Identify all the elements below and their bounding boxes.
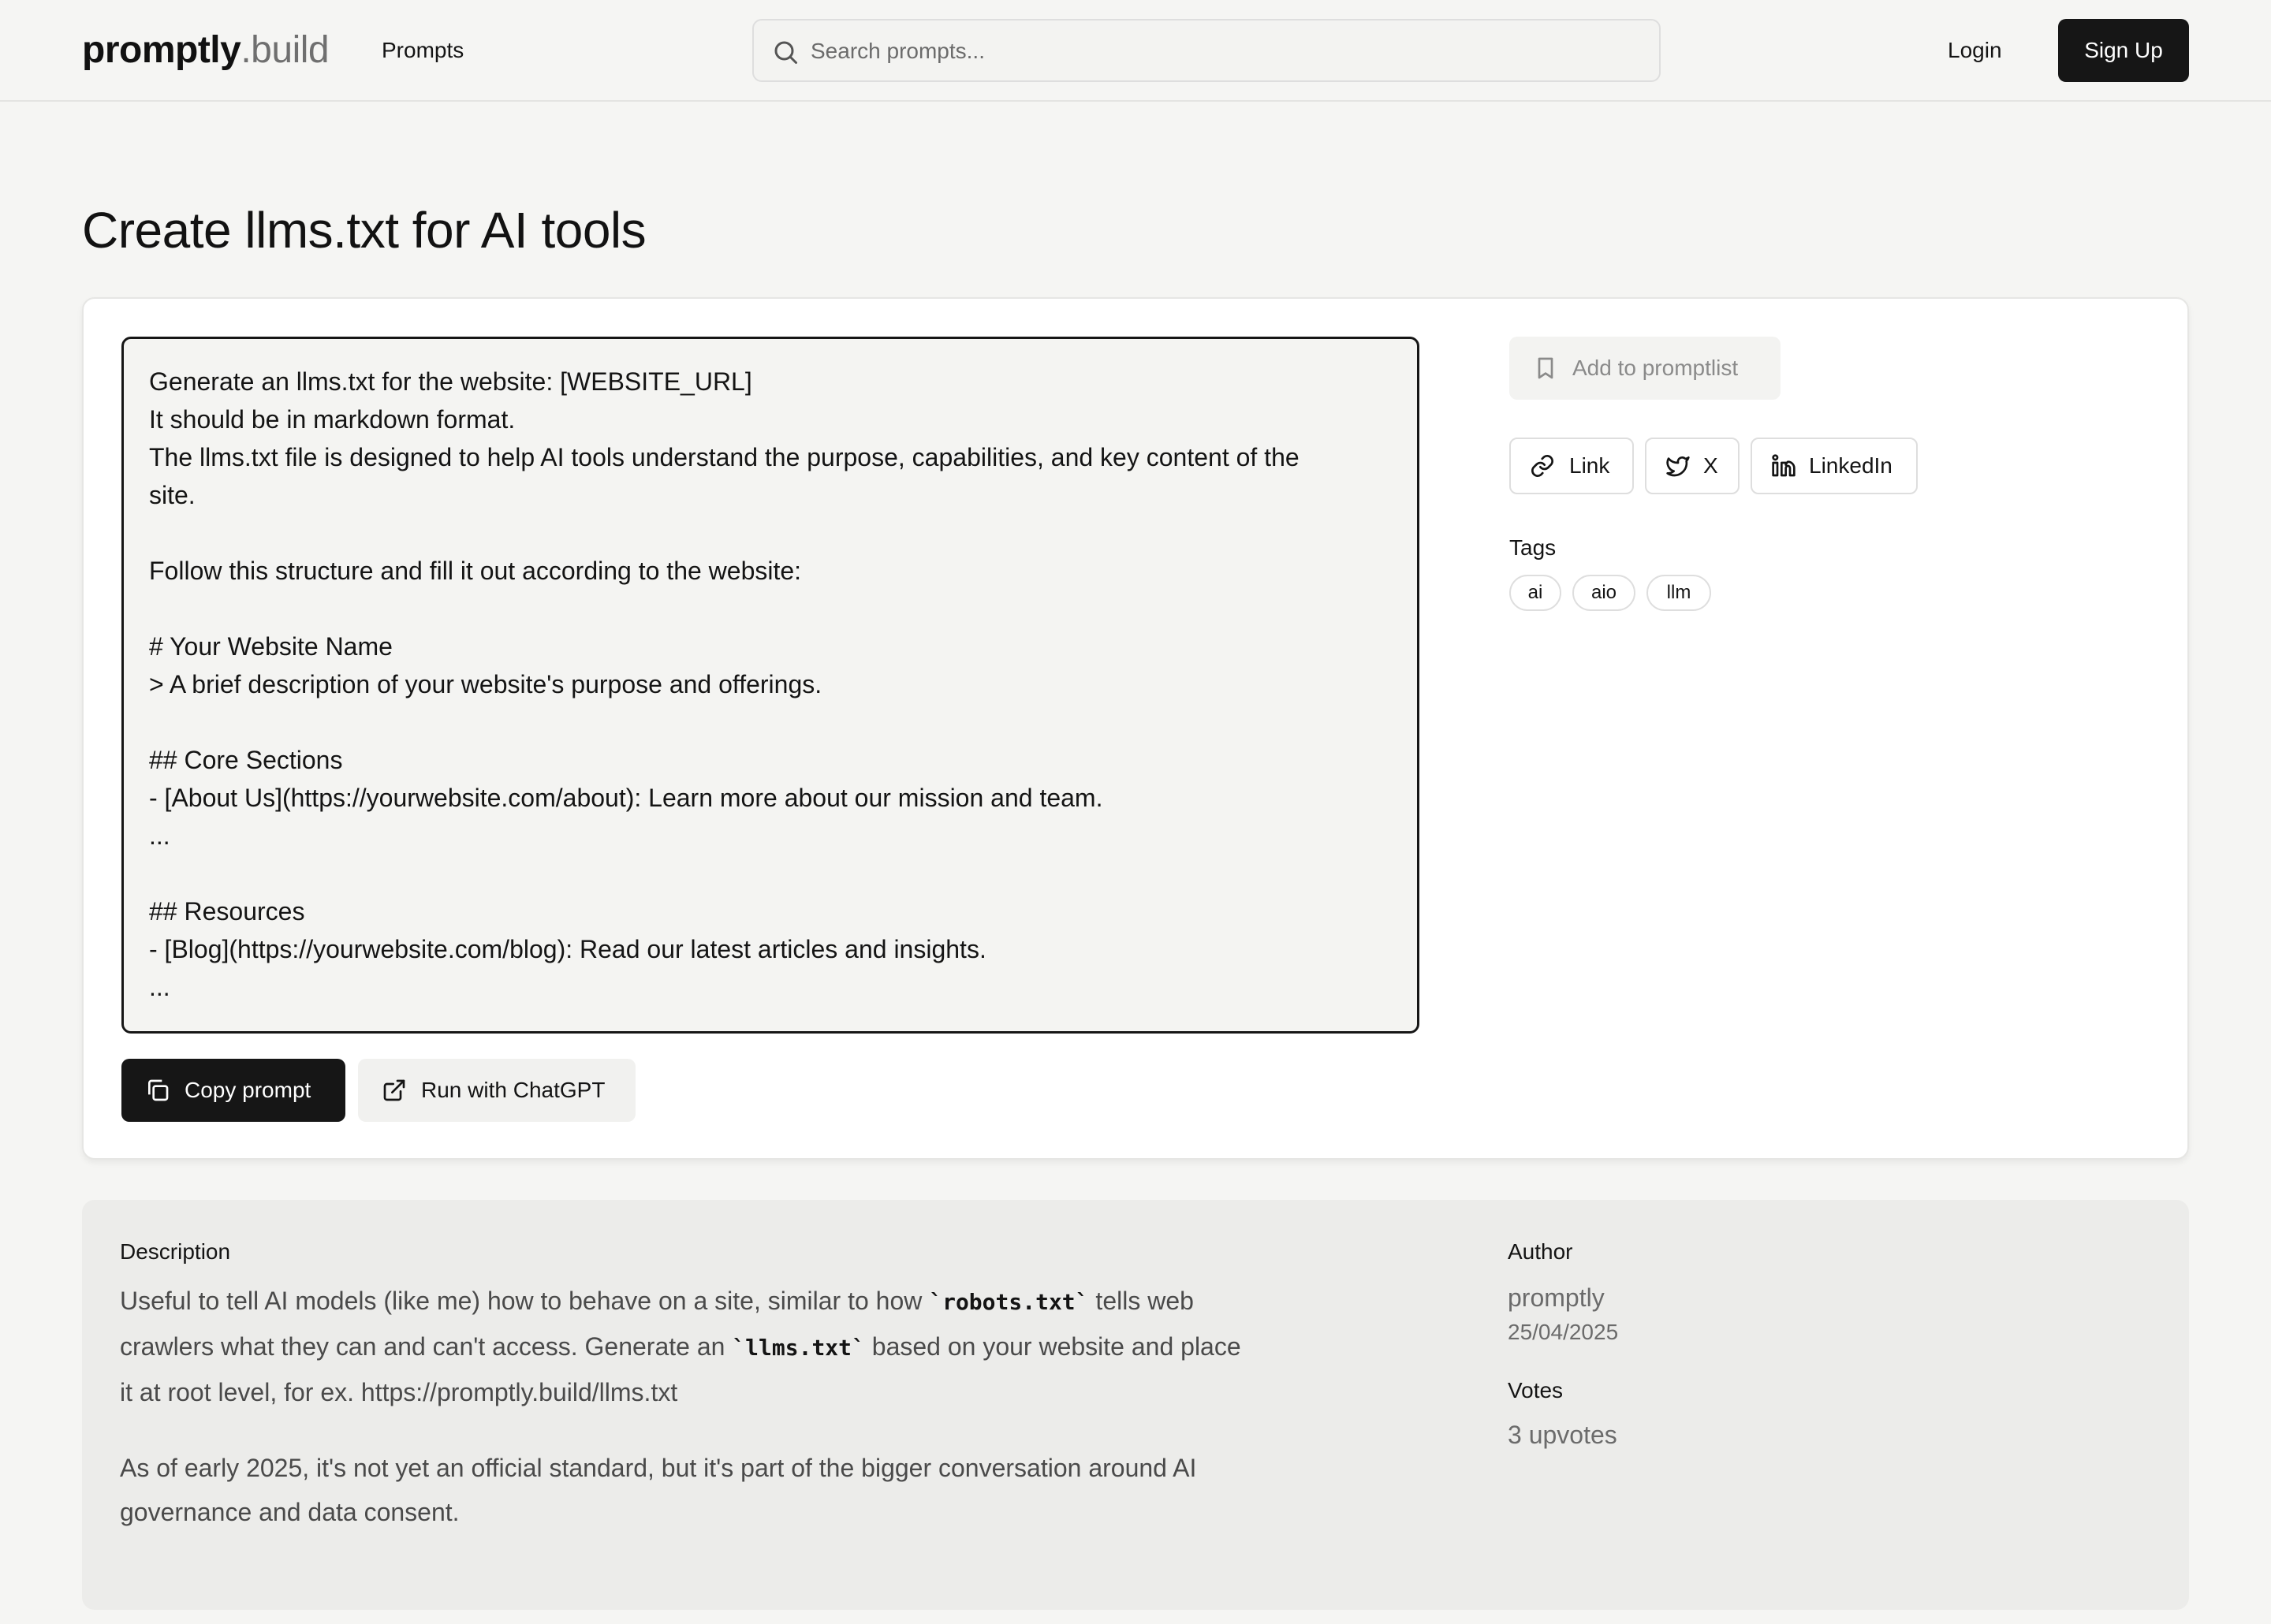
twitter-bird-icon: [1665, 453, 1691, 479]
share-linkedin-label: LinkedIn: [1809, 453, 1892, 478]
tags-heading: Tags: [1509, 535, 1557, 560]
top-navbar: [0, 0, 2271, 102]
sign-up-button[interactable]: Sign Up: [2058, 19, 2189, 82]
login-link[interactable]: Login: [1948, 38, 2002, 62]
prompt-line: # Your Website Name: [149, 632, 393, 661]
prompt-line: It should be in markdown format.: [149, 405, 516, 434]
details-panel: [82, 1200, 2189, 1610]
share-x-button[interactable]: [1645, 438, 1740, 494]
tag-llm[interactable]: llm: [1646, 575, 1711, 611]
prompt-line: [149, 855, 1392, 892]
author-date: 25/04/2025: [1508, 1320, 1619, 1344]
tag-ai[interactable]: ai: [1509, 575, 1561, 611]
logo-brand: promptly: [82, 29, 241, 71]
prompt-line: site.: [149, 481, 196, 509]
add-to-promptlist-button[interactable]: [1509, 337, 1781, 400]
description-paragraph: [120, 1279, 1255, 1414]
search-input[interactable]: [811, 30, 1646, 73]
inline-code-robots: `robots.txt`: [929, 1289, 1089, 1315]
linkedin-icon: [1771, 453, 1796, 479]
author-name[interactable]: promptly: [1508, 1283, 1605, 1312]
prompt-line: ## Core Sections: [149, 746, 343, 774]
search-icon: [771, 38, 800, 66]
prompt-line: The llms.txt file is designed to help AI tools understand the purpose, capabilities, and key content of the: [149, 443, 1300, 471]
copy-prompt-label: Copy prompt: [185, 1078, 311, 1102]
site-logo[interactable]: [82, 27, 329, 74]
page-title: Create llms.txt for AI tools: [82, 202, 647, 259]
prompt-card: [82, 297, 2189, 1160]
prompt-text-box[interactable]: [121, 337, 1419, 1034]
run-with-chatgpt-label: Run with ChatGPT: [421, 1078, 606, 1102]
nav-link-prompts[interactable]: Prompts: [382, 38, 464, 62]
prompt-line: ## Resources: [149, 897, 305, 926]
prompt-line: ...: [149, 973, 170, 1001]
share-link-button[interactable]: [1509, 438, 1634, 494]
author-heading: Author: [1508, 1239, 1573, 1264]
description-text: tells web crawlers what they can and can't access. Generate an: [120, 1287, 1194, 1361]
description-heading: Description: [120, 1239, 231, 1264]
votes-count: 3 upvotes: [1508, 1421, 1617, 1449]
prompt-line: - [About Us](https://yourwebsite.com/about): Learn more about our mission and team.: [149, 784, 1103, 812]
prompt-line: Follow this structure and fill it out according to the website:: [149, 557, 802, 585]
bookmark-icon: [1533, 356, 1558, 381]
copy-icon: [145, 1078, 170, 1103]
add-to-promptlist-label: Add to promptlist: [1572, 356, 1739, 380]
external-link-icon: [382, 1078, 407, 1103]
share-link-label: Link: [1569, 453, 1610, 478]
prompt-line: Generate an llms.txt for the website: [WEBSITE_URL]: [149, 367, 752, 396]
prompt-line: ...: [149, 821, 170, 850]
prompt-line: - [Blog](https://yourwebsite.com/blog): Read our latest articles and insights.: [149, 935, 986, 963]
logo-tld: .build: [241, 29, 330, 71]
inline-code-llms: `llms.txt`: [732, 1335, 865, 1361]
votes-heading: Votes: [1508, 1378, 1564, 1402]
prompt-line: [149, 514, 1392, 552]
copy-prompt-button[interactable]: [121, 1059, 345, 1122]
link-icon: [1530, 453, 1555, 479]
search-bar[interactable]: [752, 19, 1661, 82]
tag-aio[interactable]: aio: [1572, 575, 1635, 611]
description-text: Useful to tell AI models (like me) how to behave on a site, similar to how: [120, 1287, 930, 1315]
prompt-line: > A brief description of your website's purpose and offerings.: [149, 670, 822, 698]
description-text: based on your website and place it at root level, for ex. https://promptly.build/llms.txt: [120, 1332, 1241, 1406]
share-x-label: X: [1703, 453, 1718, 478]
run-with-chatgpt-button[interactable]: [358, 1059, 636, 1122]
share-linkedin-button[interactable]: [1751, 438, 1918, 494]
prompt-line: [149, 590, 1392, 628]
prompt-line: [149, 703, 1392, 741]
description-paragraph-2: As of early 2025, it's not yet an official standard, but it's part of the bigger conversation around AI governance and data consent.: [120, 1454, 1197, 1526]
